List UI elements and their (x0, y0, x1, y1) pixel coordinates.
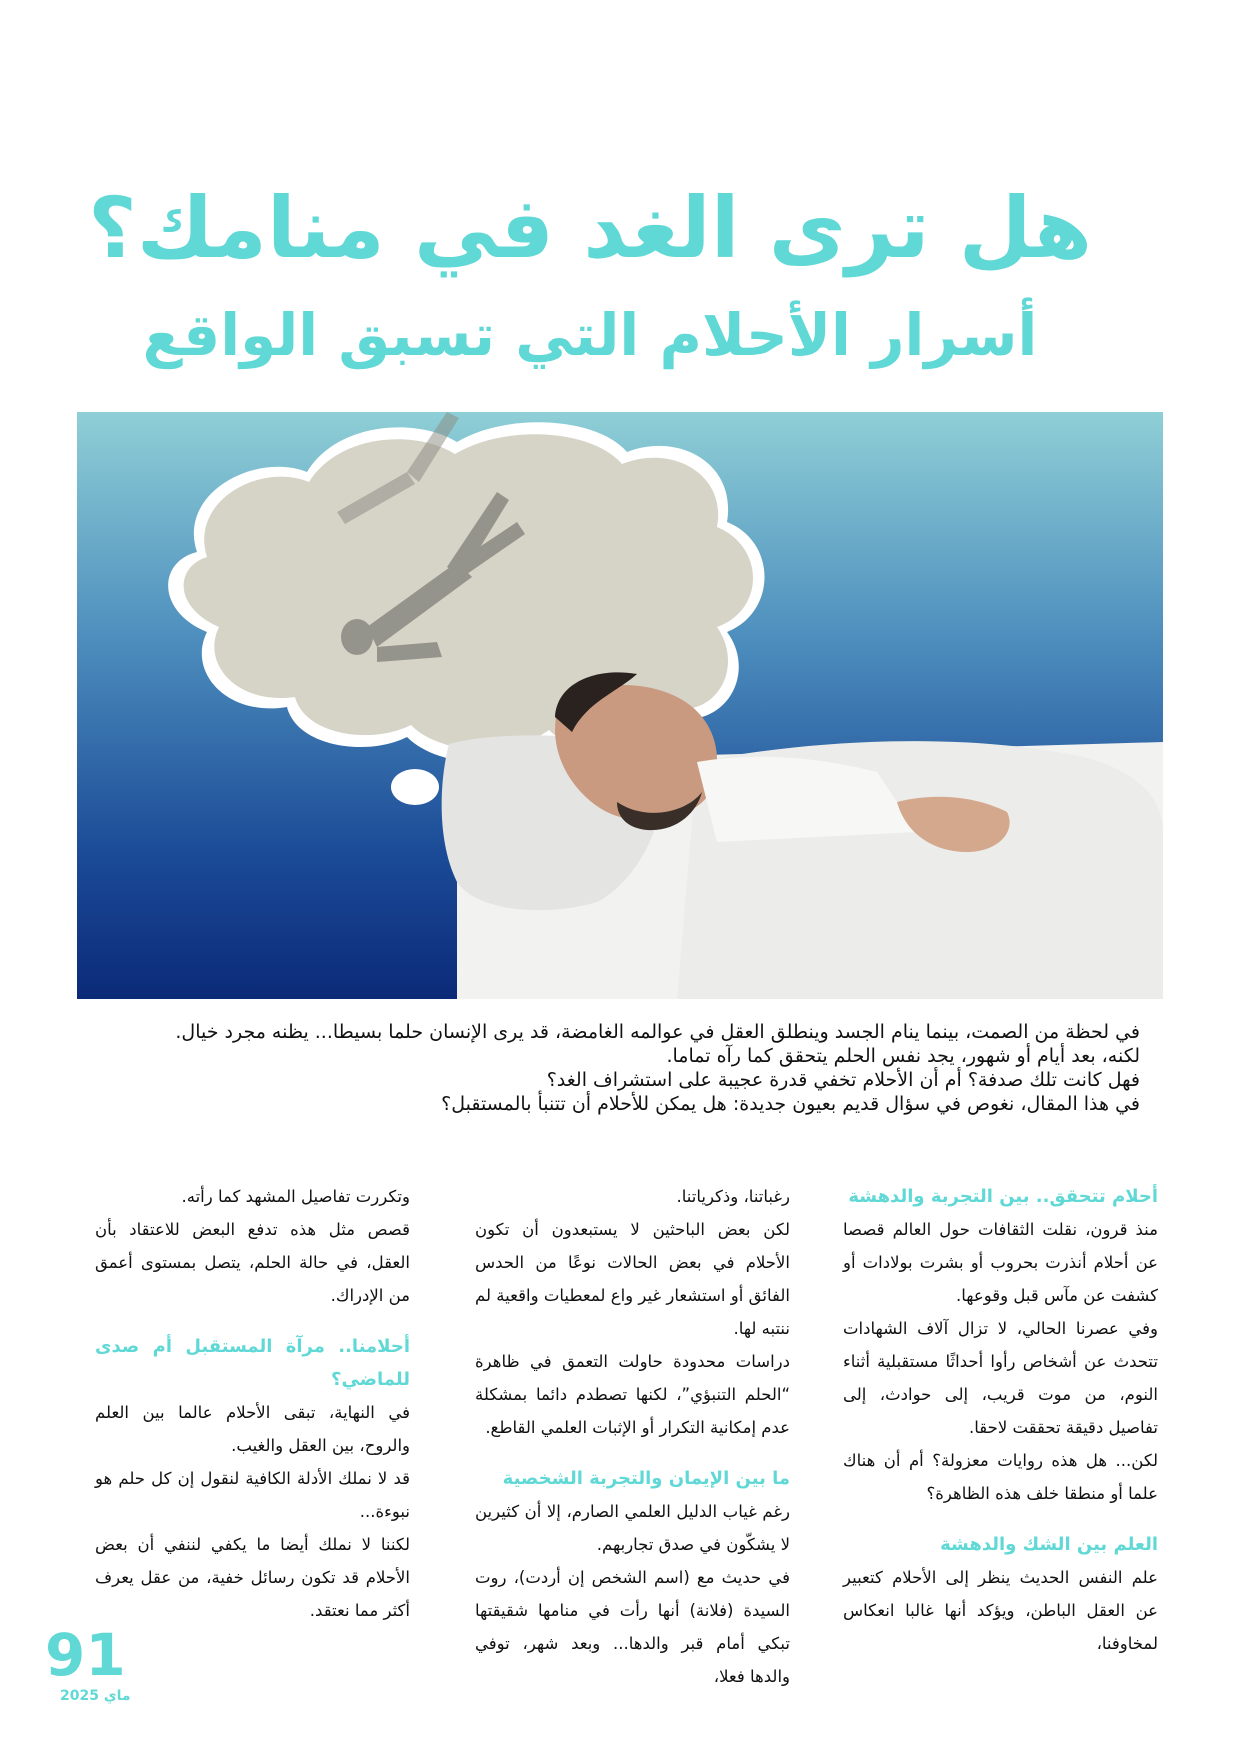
section-heading: أحلامنا.. مرآة المستقبل أم صدى للماضي؟ (95, 1336, 410, 1390)
body-paragraph: وتكررت تفاصيل المشهد كما رأته. (181, 1187, 410, 1206)
body-paragraph: في حديث مع (اسم الشخص إن أردت)، روت السيدة (فلانة) أنها رأت في منامها شقيقتها تبكي أمام قبر والدها... وبعد شهر، توفي والدها فعلا، (475, 1568, 790, 1686)
body-paragraph: علم النفس الحديث ينظر إلى الأحلام كتعبير عن العقل الباطن، ويؤكد أنها غالبا انعكاس لمخاوفنا، (843, 1568, 1158, 1653)
body-paragraph: قد لا نملك الأدلة الكافية لنقول إن كل حلم هو نبوءة... (95, 1469, 410, 1521)
body-paragraph: دراسات محدودة حاولت التعمق في ظاهرة “الحلم التنبؤي”، لكنها تصطدم دائما بمشكلة عدم إمكانية التكرار أو الإثبات العلمي القاطع. (475, 1352, 790, 1437)
body-paragraph: قصص مثل هذه تدفع البعض للاعتقاد بأن العقل، في حالة الحلم، يتصل بمستوى أعمق من الإدراك. (95, 1220, 410, 1305)
section-heading: ما بين الإيمان والتجربة الشخصية (502, 1468, 790, 1489)
body-paragraph: لكن... هل هذه روايات معزولة؟ أم أن هناك علما أو منطقا خلف هذه الظاهرة؟ (843, 1451, 1158, 1503)
page-number: 91 (45, 1621, 126, 1689)
issue-date: ماي 2025 (60, 1688, 131, 1704)
column-left (95, 1180, 410, 1627)
intro-paragraph: في لحظة من الصمت، بينما ينام الجسد وينطلق العقل في عوالمه الغامضة، قد يرى الإنسان حلما بسيطا... يظنه مجرد خيال. لكنه، بعد أيام أو شهور، يجد نفس الحلم يتحقق كما رآه تماما. (175, 1021, 1140, 1067)
column-right (843, 1180, 1158, 1660)
body-paragraph: رغباتنا، وذكرياتنا. (676, 1187, 790, 1206)
body-paragraph: منذ قرون، نقلت الثقافات حول العالم قصصا عن أحلام أنذرت بحروب أو بشرت بولادات أو كشفت عن مآس قبل وقوعها. (843, 1220, 1158, 1305)
intro-paragraph: في هذا المقال، نغوص في سؤال قديم بعيون جديدة: هل يمكن للأحلام أن تتنبأ بالمستقبل؟ (441, 1093, 1140, 1115)
hero-illustration (77, 412, 1163, 999)
intro-paragraph: فهل كانت تلك صدفة؟ أم أن الأحلام تخفي قدرة عجيبة على استشراف الغد؟ (546, 1069, 1140, 1091)
column-middle (475, 1180, 790, 1693)
section-heading: أحلام تتحقق.. بين التجربة والدهشة (848, 1186, 1158, 1207)
section-heading: العلم بين الشك والدهشة (940, 1534, 1158, 1555)
article-title: هل ترى الغد في منامك؟ (87, 179, 1093, 277)
body-paragraph: لكن بعض الباحثين لا يستبعدون أن تكون الأحلام في بعض الحالات نوعًا من الحدس الفائق أو استشعار غير واع لمعطيات واقعية لم ننتبه لها. (475, 1220, 790, 1338)
hero-image (77, 412, 1163, 999)
body-paragraph: وفي عصرنا الحالي، لا تزال آلاف الشهادات تتحدث عن أشخاص رأوا أحداثًا مستقبلية أثناء النوم، من موت قريب، إلى حوادث، إلى تفاصيل دقيقة تحققت لاحقا. (843, 1319, 1158, 1437)
body-paragraph: رغم غياب الدليل العلمي الصارم، إلا أن كثيرين لا يشكّون في صدق تجاربهم. (475, 1502, 790, 1554)
body-paragraph: لكننا لا نملك أيضا ما يكفي لننفي أن بعض الأحلام قد تكون رسائل خفية، من عقل يعرف أكثر مما نعتقد. (95, 1535, 410, 1620)
article-subtitle: أسرار الأحلام التي تسبق الواقع (142, 301, 1038, 369)
body-paragraph: في النهاية، تبقى الأحلام عالما بين العلم والروح، بين العقل والغيب. (95, 1403, 410, 1455)
intro-paragraphs (150, 1020, 1140, 1116)
